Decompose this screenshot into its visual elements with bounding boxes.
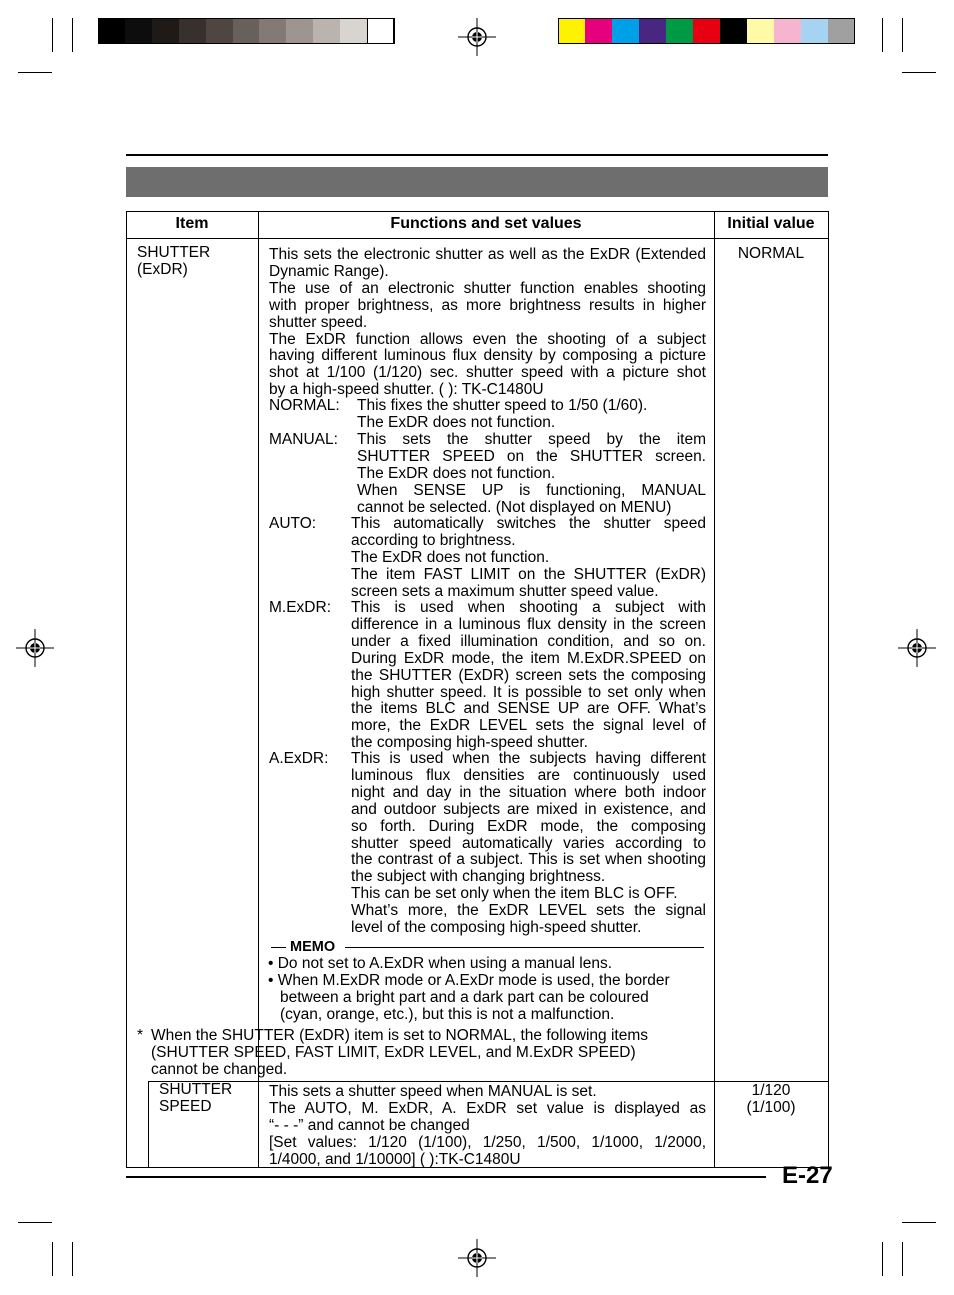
header-rule bbox=[126, 154, 828, 156]
gray-swatch bbox=[152, 18, 179, 44]
memo-title: MEMO bbox=[290, 939, 336, 955]
text-line: the contrast of a subject. This is set when shooting bbox=[351, 851, 706, 869]
text-line: so forth. During ExDR mode, the composing bbox=[351, 817, 706, 835]
mode-label-auto: AUTO: bbox=[269, 515, 317, 532]
color-swatch bbox=[558, 18, 585, 44]
text-line: 1/4000, and 1/10000] ( ):TK-C1480U bbox=[269, 1150, 521, 1168]
gray-swatch bbox=[98, 18, 125, 44]
color-swatch bbox=[693, 18, 720, 44]
text-line: “- - -” and cannot be changed bbox=[269, 1116, 470, 1134]
color-swatch bbox=[666, 18, 693, 44]
text-line: with proper brightness, as more brightness results in higher bbox=[269, 296, 706, 314]
color-swatch bbox=[612, 18, 639, 44]
text-line: When SENSE UP is functioning, MANUAL bbox=[357, 481, 706, 499]
text-line: the composing high-speed shutter. bbox=[351, 734, 588, 752]
registration-mark-icon bbox=[458, 18, 496, 56]
text-line: Dynamic Range). bbox=[269, 262, 389, 280]
gray-swatch bbox=[340, 18, 367, 44]
text-line: This sets a shutter speed when MANUAL is set. bbox=[269, 1083, 597, 1100]
gray-swatch bbox=[179, 18, 206, 44]
text-line: (cyan, orange, etc.), but this is not a malfunction. bbox=[280, 1005, 615, 1023]
text-line: the subject with changing brightness. bbox=[351, 868, 606, 886]
initial-shutter-exdr: NORMAL bbox=[737, 245, 805, 262]
initial-shutter-speed-line1: 1/120 bbox=[751, 1082, 791, 1099]
text-line: SHUTTER SPEED on the SHUTTER screen. bbox=[357, 447, 706, 465]
text-line: the items BLC and SENSE UP are OFF. What’s bbox=[351, 700, 706, 718]
color-swatch bbox=[720, 18, 747, 44]
mode-label-manual: MANUAL: bbox=[269, 431, 338, 448]
text-line: The AUTO, M. ExDR, A. ExDR set value is displayed as bbox=[269, 1099, 706, 1117]
text-line: between a bright part and a dark part can be coloured bbox=[280, 988, 649, 1006]
gray-swatch bbox=[233, 18, 260, 44]
text-line: shot at 1/100 (1/120) sec. shutter speed with a picture shot bbox=[269, 364, 706, 382]
note-asterisk: * bbox=[137, 1027, 144, 1044]
text-line: The ExDR does not function. bbox=[357, 413, 556, 431]
registration-mark-icon bbox=[16, 629, 54, 667]
registration-mark-icon bbox=[458, 1239, 496, 1277]
text-line: by a high-speed shutter. ( ): TK-C1480U bbox=[269, 381, 544, 399]
text-line: [Set values: 1/120 (1/100), 1/250, 1/500, 1/1000, 1/2000, bbox=[269, 1133, 706, 1151]
text-line: (SHUTTER SPEED, FAST LIMIT, ExDR LEVEL, and M.ExDR SPEED) bbox=[151, 1043, 636, 1061]
text-line: The ExDR does not function. bbox=[351, 548, 550, 566]
text-line: shutter speed. bbox=[269, 313, 368, 331]
gray-swatch bbox=[206, 18, 233, 44]
color-swatch bbox=[747, 18, 774, 44]
item-shutter-exdr-line1: SHUTTER bbox=[137, 244, 211, 261]
header-functions: Functions and set values bbox=[390, 215, 582, 232]
text-line: The use of an electronic shutter function enables shooting bbox=[269, 279, 706, 297]
text-line: This is used when shooting a subject with bbox=[351, 599, 706, 616]
header-initial-value: Initial value bbox=[727, 215, 815, 232]
text-line: This can be set only when the item BLC is OFF. bbox=[351, 885, 678, 903]
color-swatch bbox=[828, 18, 855, 44]
text-line: This automatically switches the shutter speed bbox=[351, 515, 706, 532]
text-line: • Do not set to A.ExDR when using a manual lens. bbox=[268, 955, 613, 972]
text-line: During ExDR mode, the item M.ExDR.SPEED on bbox=[351, 649, 706, 667]
text-line: This sets the electronic shutter as well as the ExDR (Extended bbox=[269, 246, 706, 263]
text-line: difference in a luminous flux density in the screen bbox=[351, 615, 706, 633]
text-line: When the SHUTTER (ExDR) item is set to NORMAL, the following items bbox=[151, 1027, 648, 1044]
color-swatch bbox=[639, 18, 666, 44]
text-line: This is used when the subjects having different bbox=[351, 750, 706, 767]
initial-shutter-speed-line2: (1/100) bbox=[746, 1099, 796, 1116]
mode-label-mexdr: M.ExDR: bbox=[269, 599, 331, 616]
text-line: night and day in the situation where both indoor bbox=[351, 783, 706, 801]
text-line: What’s more, the ExDR LEVEL sets the signal bbox=[351, 902, 706, 920]
text-line: the SHUTTER (ExDR) screen sets the composing bbox=[351, 666, 706, 684]
text-line: under a fixed illumination condition, and so on. bbox=[351, 632, 706, 650]
text-line: cannot be selected. (Not displayed on MENU) bbox=[357, 498, 672, 516]
text-line: cannot be changed. bbox=[151, 1060, 288, 1078]
text-line: and outdoor subjects are mixed in existence, and bbox=[351, 800, 706, 818]
gray-swatch bbox=[125, 18, 152, 44]
item-shutter-speed-line2: SPEED bbox=[159, 1098, 212, 1115]
text-line: The ExDR does not function. bbox=[357, 464, 556, 482]
text-line: more, the ExDR LEVEL sets the signal level of bbox=[351, 717, 706, 735]
item-shutter-exdr-line2: (ExDR) bbox=[137, 261, 188, 278]
item-shutter-speed-line1: SHUTTER bbox=[159, 1081, 233, 1098]
section-header-band bbox=[126, 167, 828, 197]
color-swatch bbox=[585, 18, 612, 44]
text-line: according to brightness. bbox=[351, 531, 516, 549]
gray-swatch bbox=[313, 18, 340, 44]
text-line: This sets the shutter speed by the item bbox=[357, 431, 706, 448]
gray-swatch bbox=[367, 18, 394, 44]
text-line: high shutter speed. It is possible to set only when bbox=[351, 683, 706, 701]
gray-swatch bbox=[286, 18, 313, 44]
footer-rule bbox=[126, 1176, 766, 1178]
text-line: level of the composing high-speed shutter. bbox=[351, 919, 642, 936]
mode-label-aexdr: A.ExDR: bbox=[269, 750, 329, 767]
color-swatch bbox=[774, 18, 801, 44]
text-line: The item FAST LIMIT on the SHUTTER (ExDR) bbox=[351, 565, 706, 583]
text-line: • When M.ExDR mode or A.ExDr mode is used, the border bbox=[268, 971, 670, 989]
color-swatch bbox=[801, 18, 828, 44]
mode-label-normal: NORMAL: bbox=[269, 397, 340, 414]
text-line: having different luminous flux density by composing a picture bbox=[269, 347, 706, 365]
text-line: The ExDR function allows even the shooting of a subject bbox=[269, 330, 706, 348]
gray-swatch bbox=[259, 18, 286, 44]
registration-mark-icon bbox=[898, 629, 936, 667]
text-line: screen sets a maximum shutter speed value. bbox=[351, 582, 659, 600]
page-number: E-27 bbox=[782, 1162, 833, 1189]
text-line: This fixes the shutter speed to 1/50 (1/60). bbox=[357, 397, 648, 414]
text-line: luminous flux densities are continuously used bbox=[351, 766, 706, 784]
text-line: shutter speed automatically varies according to bbox=[351, 834, 706, 852]
header-item: Item bbox=[175, 215, 209, 232]
